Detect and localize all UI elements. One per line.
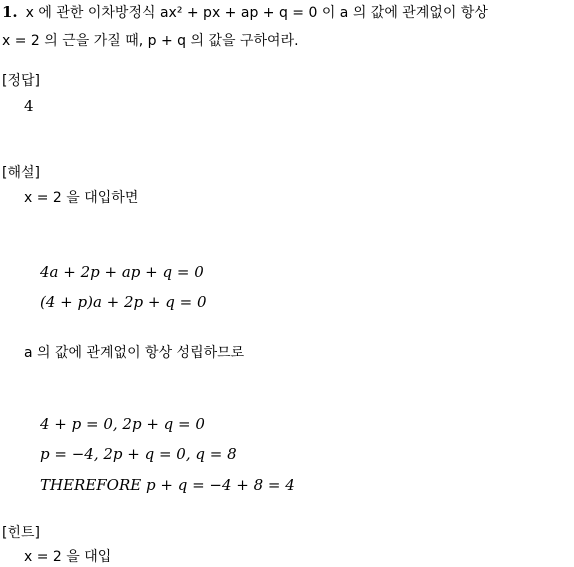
equation-1-text: 4a + 2p + ap + q = 0 — [40, 263, 204, 281]
equation-3 — [40, 414, 205, 434]
explanation-middle-text: a 의 값에 관계없이 항상 성립하므로 — [24, 345, 245, 361]
hint-heading — [2, 522, 40, 543]
answer-heading — [2, 70, 40, 91]
explanation-heading-text: [해설] — [2, 165, 40, 181]
problem-line-2 — [2, 30, 299, 51]
explanation-heading — [2, 162, 40, 183]
equation-1 — [40, 262, 204, 282]
equation-5 — [40, 475, 295, 495]
answer-value — [24, 96, 34, 116]
explanation-intro-text: x = 2 을 대입하면 — [24, 190, 139, 206]
answer-heading-text: [정답] — [2, 73, 40, 89]
equation-2 — [40, 292, 207, 312]
equation-4 — [40, 444, 237, 464]
explanation-intro — [24, 187, 138, 208]
equation-3-text: 4 + p = 0, 2p + q = 0 — [40, 415, 205, 433]
problem-line-1 — [2, 2, 488, 23]
hint-text — [24, 546, 111, 567]
problem-text-line-1: x 에 관한 이차방정식 ax² + px + ap + q = 0 이 a 의 값에 관계없이 항상 — [25, 5, 488, 21]
problem-text-line-2: x = 2 의 근을 가질 때, p + q 의 값을 구하여라. — [2, 33, 299, 49]
hint-heading-text: [힌트] — [2, 525, 40, 541]
answer-value-text: 4 — [24, 97, 34, 115]
hint-text-content: x = 2 을 대입 — [24, 549, 112, 565]
problem-number: 1. — [2, 3, 18, 21]
equation-4-text: p = −4, 2p + q = 0, q = 8 — [40, 445, 237, 463]
equation-5-text: THEREFORE p + q = −4 + 8 = 4 — [40, 476, 295, 494]
equation-2-text: (4 + p)a + 2p + q = 0 — [40, 293, 207, 311]
explanation-middle — [24, 342, 244, 363]
